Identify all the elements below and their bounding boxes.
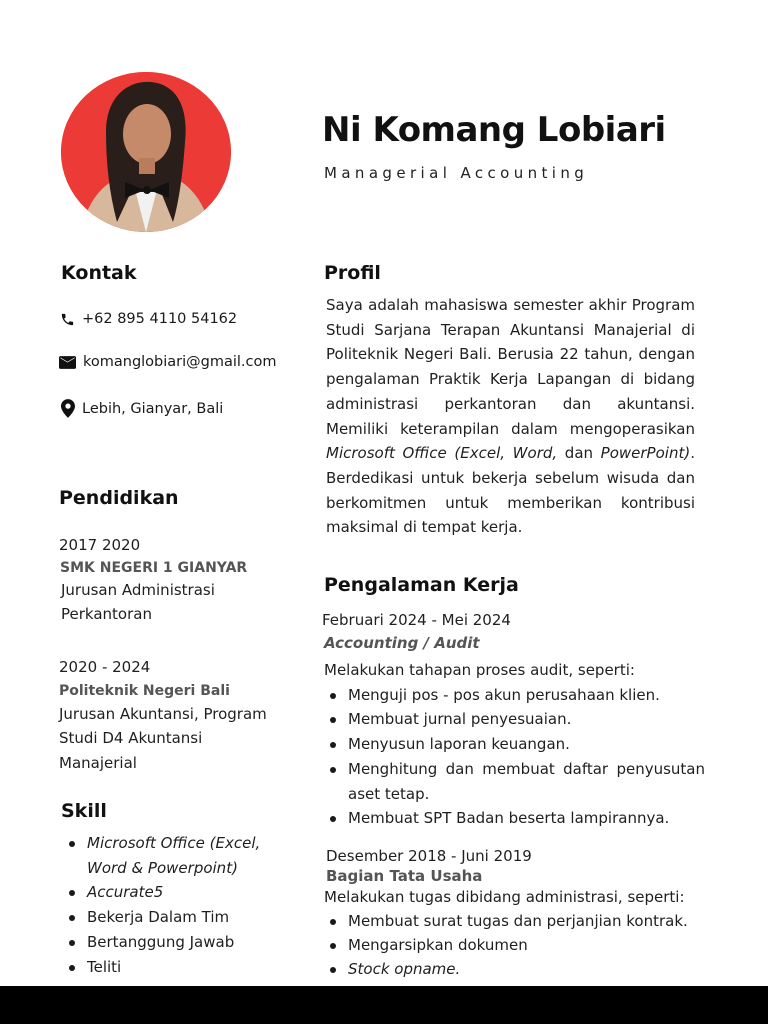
job-task-list xyxy=(324,683,705,831)
education-school: SMK NEGERI 1 GIANYAR xyxy=(60,559,248,576)
job-task: Membuat surat tugas dan perjanjian kontrak. xyxy=(324,909,705,933)
job-task: Membuat SPT Badan beserta lampirannya. xyxy=(324,806,705,831)
contact-phone xyxy=(60,311,237,327)
job-task: Menyusun laporan keuangan. xyxy=(324,732,705,757)
profile-heading: Profil xyxy=(324,262,381,284)
education-years: 2020 - 2024 xyxy=(59,658,151,676)
contact-heading: Kontak xyxy=(61,262,137,284)
contact-location xyxy=(61,399,223,418)
profile-text-part: . Berdedikasi untuk bekerja sebelum wisuda dan berkomitmen untuk memberikan kontribusi maksimal di tempat kerja. xyxy=(326,444,695,537)
profile-photo xyxy=(61,72,231,232)
job-role: Managerial Accounting xyxy=(324,164,589,182)
job-entry xyxy=(324,846,705,981)
job-title: Bagian Tata Usaha xyxy=(326,867,483,885)
job-task: Mengarsipkan dokumen xyxy=(324,933,705,957)
education-entry xyxy=(59,533,289,627)
phone-icon xyxy=(60,312,75,327)
job-title: Accounting / Audit xyxy=(324,634,480,652)
contact-email xyxy=(59,354,277,370)
phone-number: +62 895 4110 54162 xyxy=(82,311,238,327)
job-task: Stock opname. xyxy=(324,957,705,981)
job-period: Februari 2024 - Mei 2024 xyxy=(322,611,511,629)
job-task-list xyxy=(324,909,705,981)
profile-text xyxy=(326,293,695,540)
education-major: Manajerial xyxy=(59,754,137,773)
skill-heading: Skill xyxy=(61,800,107,822)
job-intro: Melakukan tugas dibidang administrasi, seperti: xyxy=(324,888,685,906)
skill-item: Accurate5 xyxy=(63,880,278,905)
person-name: Ni Komang Lobiari xyxy=(322,110,666,150)
skill-item: Microsoft Office (Excel, Word & Powerpoint) xyxy=(63,831,278,880)
person-portrait-icon xyxy=(61,72,231,232)
education-heading: Pendidikan xyxy=(59,487,179,509)
email-address: komanglobiari@gmail.com xyxy=(83,354,277,370)
job-period: Desember 2018 - Juni 2019 xyxy=(326,847,532,865)
job-intro: Melakukan tahapan proses audit, seperti: xyxy=(324,661,635,679)
education-major: Jurusan Administrasi xyxy=(61,580,215,599)
job-task: Menghitung dan membuat daftar penyusutan aset tetap. xyxy=(324,757,705,806)
education-years: 2017 2020 xyxy=(59,536,141,554)
skill-item: Bekerja Dalam Tim xyxy=(63,905,278,930)
education-entry xyxy=(59,655,289,776)
experience-heading: Pengalaman Kerja xyxy=(324,574,519,596)
location-text: Lebih, Gianyar, Bali xyxy=(82,400,224,417)
bottom-bar xyxy=(0,986,768,1024)
education-major: Studi D4 Akuntansi xyxy=(59,729,203,748)
skill-item: Bertanggung Jawab xyxy=(63,930,278,955)
skill-list xyxy=(63,831,278,979)
education-school: Politeknik Negeri Bali xyxy=(59,682,230,699)
profile-text-part: Saya adalah mahasiswa semester akhir Program Studi Sarjana Terapan Akuntansi Manajerial di Politeknik Negeri Bali. Berusia 22 tahun, dengan pengalaman Praktik Kerja Lapangan di bidang administrasi perkantoran dan akuntansi. Memiliki keterampilan dalam mengoperasikan xyxy=(326,296,695,438)
skill-item: Teliti xyxy=(63,955,278,980)
profile-text-italic: Microsoft Office (Excel, Word, xyxy=(326,444,558,463)
education-major: Jurusan Akuntansi, Program xyxy=(59,704,267,723)
location-pin-icon xyxy=(61,399,75,418)
profile-text-part: dan xyxy=(557,444,601,463)
profile-text-italic: PowerPoint) xyxy=(600,444,691,463)
email-icon xyxy=(59,356,76,369)
job-task: Menguji pos - pos akun perusahaan klien. xyxy=(324,683,705,708)
job-entry xyxy=(322,609,705,831)
job-task: Membuat jurnal penyesuaian. xyxy=(324,707,705,732)
education-major: Perkantoran xyxy=(61,605,152,624)
